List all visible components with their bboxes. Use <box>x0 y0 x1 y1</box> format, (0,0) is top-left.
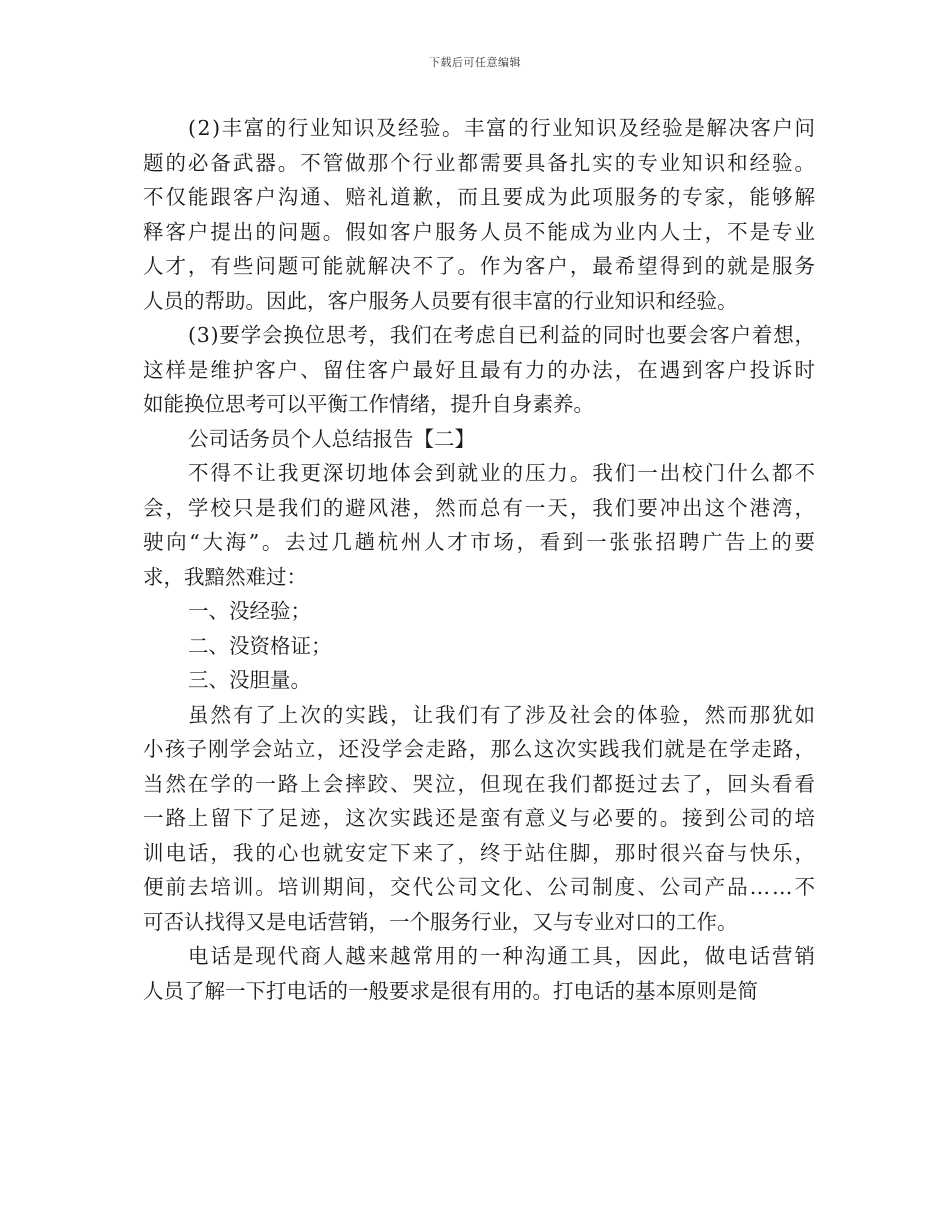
text-line: (2)丰富的行业知识及经验。丰富的行业知识及经验是解决客户问 <box>188 116 817 140</box>
document-body <box>143 111 818 1008</box>
text-line: 不仅能跟客户沟通、赔礼道歉，而且要成为此项服务的专家，能够解 <box>143 185 817 209</box>
text-line: 可否认找得又是电话营销，一个服务行业，又与专业对口的工作。 <box>143 909 738 934</box>
text-line: 公司话务员个人总结报告【二】 <box>188 426 475 451</box>
text-line: 求，我黯然难过： <box>143 564 307 589</box>
text-line: 题的必备武器。不管做那个行业都需要具备扎实的专业知识和经验。 <box>143 150 817 175</box>
text-line: 人员了解一下打电话的一般要求是很有用的。打电话的基本原则是简 <box>143 978 758 1003</box>
page-header: 下载后可任意编辑 <box>429 56 521 69</box>
text-line: 当然在学的一路上会摔跤、哭泣，但现在我们都挺过去了，回头看看 <box>143 771 817 796</box>
text-line: 释客户提出的问题。假如客户服务人员不能成为业内人士，不是专业 <box>143 219 817 244</box>
text-line: 训电话，我的心也就安定下来了，终于站住脚，那时很兴奋与快乐， <box>143 840 817 865</box>
text-line: 二、没资格证； <box>188 633 332 658</box>
text-line: 人才，有些问题可能就解决不了。作为客户，最希望得到的就是服务 <box>143 254 817 278</box>
text-line: 虽然有了上次的实践，让我们有了涉及社会的体验，然而那犹如 <box>188 702 817 727</box>
text-line: 驶向“大海”。去过几趟杭州人才市场，看到一张张招聘广告上的要 <box>143 530 818 554</box>
text-line: 不得不让我更深切地体会到就业的压力。我们一出校门什么都不 <box>188 461 817 485</box>
text-line: 电话是现代商人越来越常用的一种沟通工具，因此，做电话营销 <box>188 944 817 968</box>
text-line: 这样是维护客户、留住客户最好且最有力的办法，在遇到客户投诉时 <box>143 357 817 382</box>
text-line: 会，学校只是我们的避风港，然而总有一天，我们要冲出这个港湾， <box>143 495 817 520</box>
text-line: 一、没经验； <box>188 599 311 623</box>
text-line: 一路上留下了足迹，这次实践还是蛮有意义与必要的。接到公司的培 <box>143 806 817 830</box>
text-line: 三、没胆量。 <box>188 668 311 692</box>
text-line: 人员的帮助。因此，客户服务人员要有很丰富的行业知识和经验。 <box>143 288 738 313</box>
text-line: (3)要学会换位思考，我们在考虑自已利益的同时也要会客户着想， <box>188 323 816 347</box>
text-line: 便前去培训。培训期间，交代公司文化、公司制度、公司产品……不 <box>143 875 817 899</box>
text-line: 小孩子刚学会站立，还没学会走路，那么这次实践我们就是在学走路， <box>143 737 817 761</box>
text-line: 如能换位思考可以平衡工作情绪，提升自身素养。 <box>143 392 594 416</box>
